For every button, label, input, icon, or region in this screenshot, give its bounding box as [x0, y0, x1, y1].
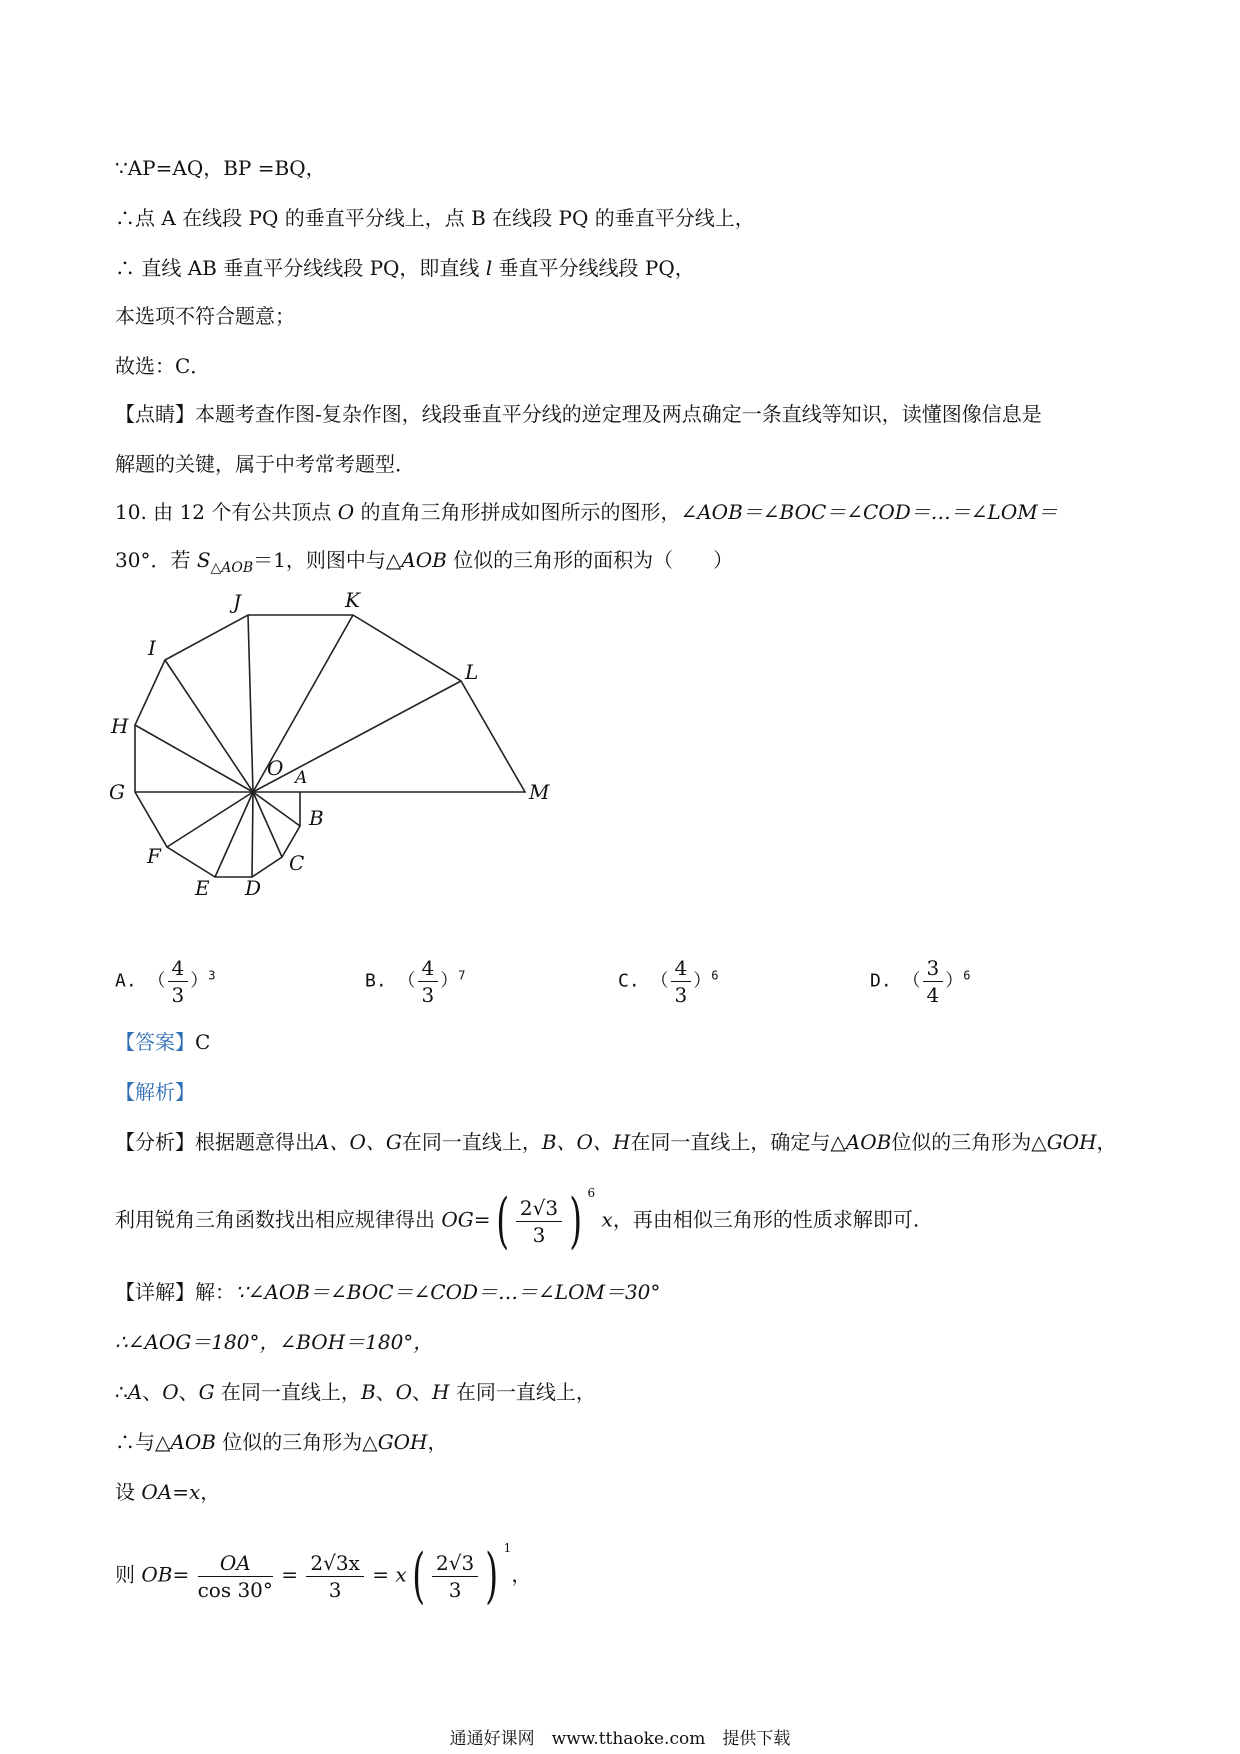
detail-tag: 【详解】解： — [115, 1280, 235, 1304]
text-line-5: 故选：C． — [115, 354, 211, 378]
question-text-2a: 30°．若 — [115, 548, 197, 572]
question-line-1 — [115, 498, 1058, 526]
option-c-letter: C. — [618, 970, 640, 992]
option-b-exponent: 7 — [458, 968, 466, 983]
option-b-letter: B. — [365, 970, 387, 992]
question-text-2b: ＝1，则图中与△ — [253, 548, 402, 572]
fenxi-aog: A、O、G — [315, 1130, 402, 1154]
option-c-fraction: $\frac{4}{3}$ — [671, 955, 692, 1008]
fenxi-text-2: 在同一直线上， — [401, 1130, 542, 1154]
option-a[interactable]: A. （ $\frac{4}{3}$ ）$^3$ — [115, 956, 216, 1007]
label-a: A — [295, 768, 308, 788]
dianjing-line-1: 【点睛】本题考查作图-复杂作图，线段垂直平分线的逆定理及两点确定一条直线等知识，读懂图像信息是 — [115, 402, 1042, 426]
detail-fraction-3: $\frac{2√3}{3}$ — [432, 1550, 478, 1603]
triangle-spiral-figure — [105, 585, 575, 905]
fenxi-line-2-tail: ，再由相似三角形的性质求解即可. — [612, 1207, 920, 1232]
option-d-fraction: $\frac{3}{4}$ — [923, 955, 944, 1008]
fenxi-x: x — [601, 1207, 613, 1232]
text-line-1: ∵AP=AQ，BP =BQ， — [115, 156, 326, 180]
fenxi-line-2-text: 利用锐角三角函数找出相应规律得出 — [115, 1207, 442, 1232]
fenxi-text-4: 位似的三角形为△ — [891, 1130, 1047, 1154]
detail-angles: ∵∠AOB＝∠BOC＝∠COD＝…＝∠LOM＝30° — [235, 1280, 661, 1304]
option-d[interactable]: D. （ $\frac{3}{4}$ ）$^6$ — [870, 956, 971, 1007]
option-c-exponent: 6 — [711, 968, 719, 983]
text-line-3-part-2: 垂直平分线线段 PQ， — [492, 256, 695, 280]
question-number: 10. — [115, 500, 147, 524]
detail-line-2: ∴∠AOG＝180°，∠BOH＝180°， — [115, 1330, 434, 1354]
question-aob: AOB — [401, 548, 447, 572]
question-text-2c: 位似的三角形的面积为（ ） — [446, 548, 734, 572]
fenxi-text-5: ， — [1096, 1130, 1117, 1154]
label-c: C — [289, 851, 305, 875]
fenxi-boh: B、O、H — [541, 1130, 631, 1154]
detail-exponent: 1 — [503, 1541, 512, 1555]
question-line-2 — [115, 546, 733, 582]
option-d-letter: D. — [870, 970, 892, 992]
fenxi-line-1 — [115, 1128, 1117, 1156]
question-angles: ∠AOB＝∠BOC＝∠COD＝…＝∠LOM＝ — [680, 500, 1058, 524]
label-l: L — [465, 660, 479, 684]
dianjing-line-2: 解题的关键，属于中考常考题型． — [115, 452, 415, 476]
option-c[interactable]: C. （ $\frac{4}{3}$ ）$^6$ — [618, 956, 719, 1007]
answer-line — [115, 1028, 210, 1056]
answer-tag: 【答案】 — [115, 1030, 195, 1054]
fenxi-fraction: $\frac{2√3}{3}$ — [516, 1195, 562, 1248]
label-d: D — [245, 876, 262, 900]
label-b: B — [309, 806, 324, 830]
fenxi-og: OG — [441, 1207, 474, 1232]
text-line-3-part-1: ∴ 直线 AB 垂直平分线线段 PQ，即直线 — [115, 256, 486, 280]
answer-value: C — [195, 1030, 211, 1054]
fenxi-aob: AOB — [845, 1130, 892, 1154]
area-subscript: △AOB — [210, 560, 254, 576]
label-i: I — [148, 636, 156, 660]
detail-fraction-1: $\frac{OA}{\cos 30^\circ}$ — [197, 1550, 273, 1602]
fenxi-exponent: 6 — [587, 1186, 596, 1200]
label-m: M — [529, 780, 550, 804]
detail-fraction-2: $\frac{2√3x}{3}$ — [306, 1550, 363, 1603]
fenxi-text-3: 在同一直线上，确定与△ — [630, 1130, 846, 1154]
figure-lines — [135, 615, 525, 877]
detail-line-1 — [115, 1278, 660, 1306]
label-e: E — [195, 876, 210, 900]
label-g: G — [109, 780, 125, 804]
fenxi-text-1: 根据题意得出 — [195, 1130, 315, 1154]
text-line-3 — [115, 254, 695, 282]
detail-line-5: 设 OA=x， — [115, 1480, 221, 1504]
option-a-exponent: 3 — [208, 968, 216, 983]
label-h: H — [111, 714, 129, 738]
question-text-1a: 由 12 个有公共顶点 — [146, 500, 338, 524]
fenxi-goh: GOH — [1046, 1130, 1097, 1154]
label-o: O — [267, 756, 284, 780]
label-f: F — [147, 844, 161, 868]
text-line-3-l: l — [485, 256, 493, 280]
option-d-exponent: 6 — [963, 968, 971, 983]
text-line-2: ∴点 A 在线段 PQ 的垂直平分线上，点 B 在线段 PQ 的垂直平分线上， — [115, 206, 755, 230]
analysis-tag: 【解析】 — [115, 1080, 195, 1104]
label-k: K — [345, 588, 360, 612]
fenxi-eq: = — [473, 1207, 491, 1232]
option-a-fraction: $\frac{4}{3}$ — [168, 955, 189, 1008]
area-symbol: S — [196, 548, 211, 572]
fenxi-tag: 【分析】 — [115, 1130, 195, 1154]
option-a-letter: A. — [115, 970, 137, 992]
detail-line-6: 则 OB= $\frac{OA}{\cos 30^\circ}$ = $\frac{2√3x}{3}$ = x( $\frac{2√3}{3}$ ) $^1$， — [115, 1541, 532, 1612]
option-b-fraction: $\frac{4}{3}$ — [418, 955, 439, 1008]
text-line-4: 本选项不符合题意； — [115, 304, 295, 328]
detail-line-4: ∴与△AOB 位似的三角形为△GOH， — [115, 1430, 448, 1454]
option-b[interactable]: B. （ $\frac{4}{3}$ ）$^7$ — [365, 956, 466, 1007]
detail-line-3: ∴A、O、G 在同一直线上，B、O、H 在同一直线上， — [115, 1380, 596, 1404]
question-text-1b: 的直角三角形拼成如图所示的图形， — [354, 500, 681, 524]
label-j: J — [233, 590, 242, 614]
fenxi-line-2: 利用锐角三角函数找出相应规律得出 OG=( $\frac{2√3}{3}$ ) $^6$ x，再由相似三角形的性质求解即可. — [115, 1186, 920, 1257]
footer-credit: 通通好课网 www.tthaoke.com 提供下载 — [449, 1729, 791, 1749]
question-o: O — [337, 500, 355, 524]
